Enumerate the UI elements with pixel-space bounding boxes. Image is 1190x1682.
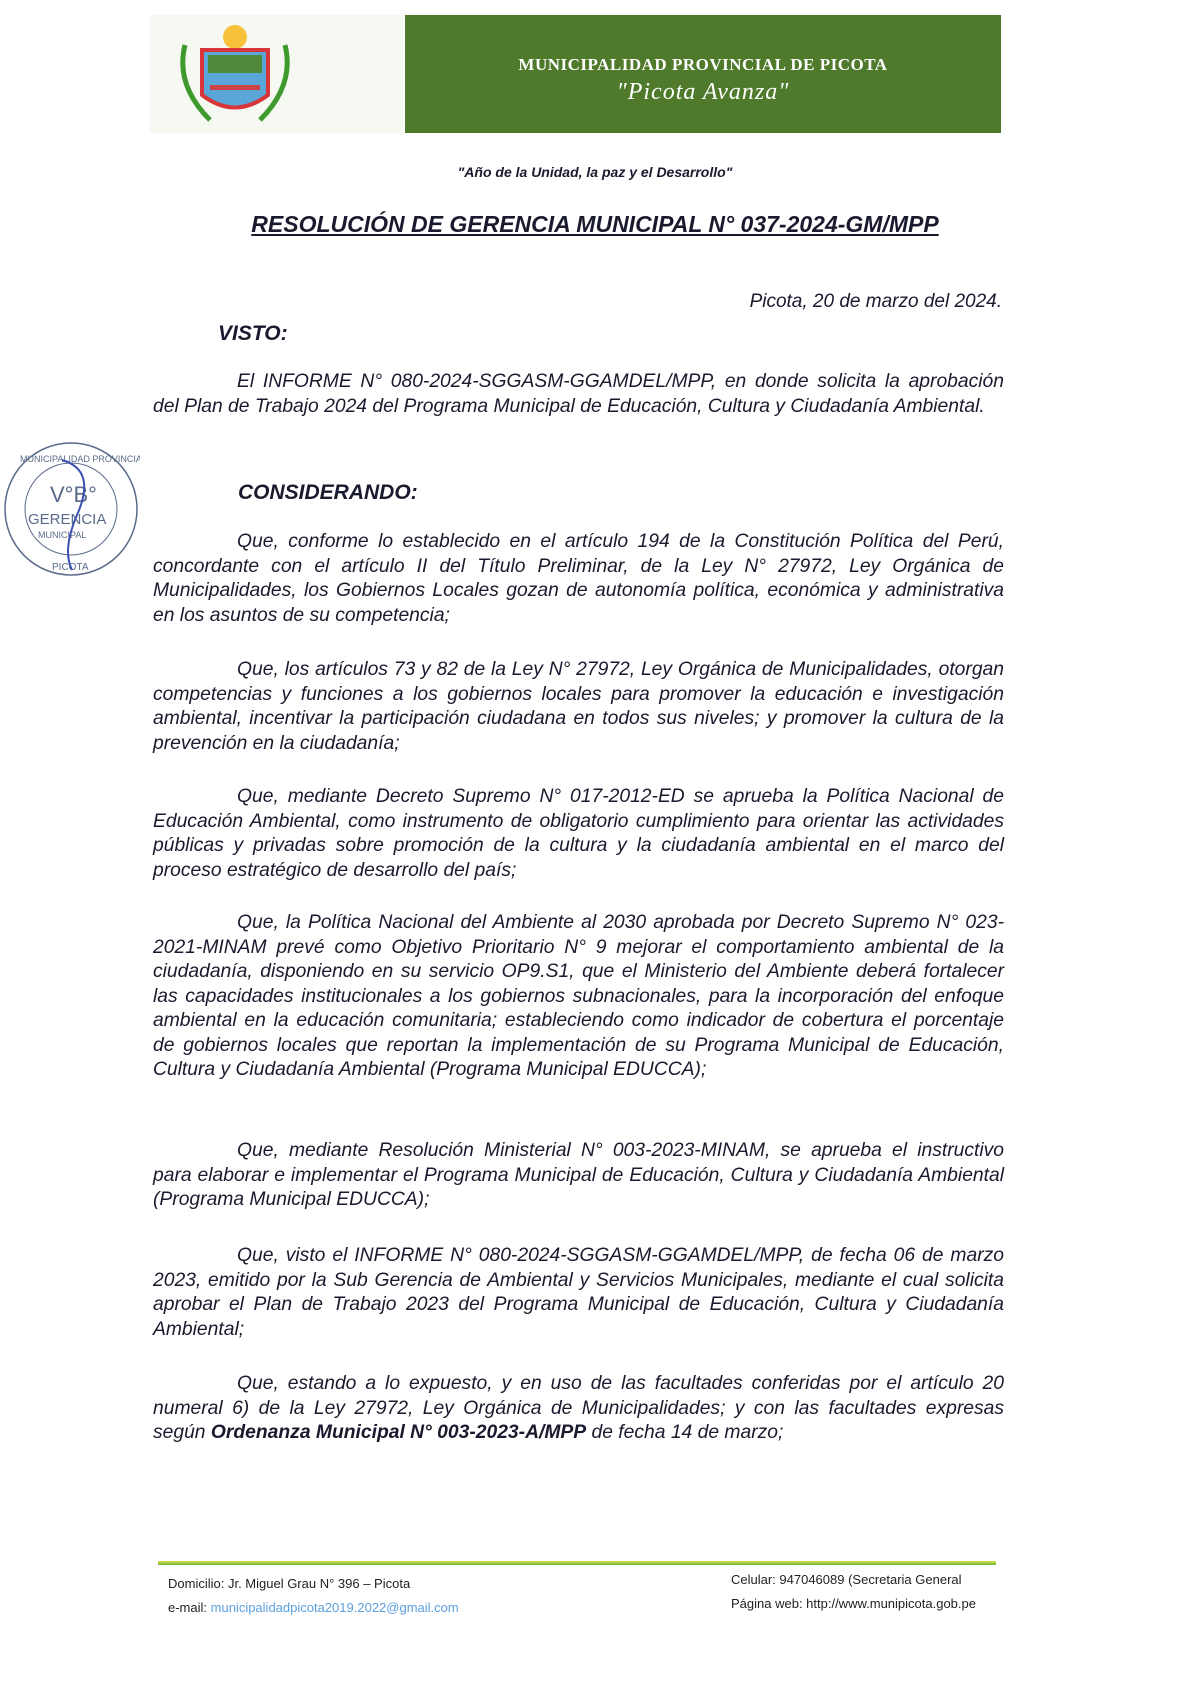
svg-text:PICOTA: PICOTA [52,562,89,573]
year-motto: "Año de la Unidad, la paz y el Desarrollo" [457,164,733,180]
footer-divider [158,1561,996,1565]
document-date: Picota, 20 de marzo del 2024. [749,291,1002,312]
considerando-paragraph: Que, mediante Decreto Supremo N° 017-2012-ED se aprueba la Política Nacional de Educación Ambiental, como instrumento de obligatorio cumplimiento para orientar las actividades públicas y privadas sobre promoción de la cultura y la ciudadanía ambiental en el marco del proceso estratégico de desarrollo del país; [153,786,1004,881]
footer-right [731,1568,976,1616]
svg-text:MUNICIPAL: MUNICIPAL [38,530,87,540]
footer-address: Domicilio: Jr. Miguel Grau N° 396 – Picota [168,1576,411,1591]
footer-web[interactable]: Página web: http://www.munipicota.gob.pe [731,1596,976,1611]
considerando-paragraph: Que, visto el INFORME N° 080-2024-SGGASM-GGAMDEL/MPP, de fecha 06 de marzo 2023, emitido por la Sub Gerencia de Ambiental y Servicios Municipales, mediante el cual solicita aprobar el Plan de Trabajo 2023 del Programa Municipal de Educación, Cultura y Ciudadanía Ambiental; [153,1245,1004,1340]
footer-phone: Celular: 947046089 (Secretaria General [731,1572,962,1587]
approval-stamp [2,440,140,578]
footer-email-label: e-mail: [168,1600,208,1615]
considerando-paragraph: Que, los artículos 73 y 82 de la Ley N° 27972, Ley Orgánica de Municipalidades, otorgan competencias y funciones a los gobiernos locales para promover la educación e investigación ambiental, incentivar la participación ciudadana en todos sus niveles; y promover la cultura de la prevención en la ciudadanía; [153,659,1004,754]
visto-paragraph: El INFORME N° 080-2024-SGGASM-GGAMDEL/MPP, en donde solicita la aprobación del Plan de Trabajo 2024 del Programa Municipal de Educación, Cultura y Ciudadanía Ambiental. [153,371,1004,417]
municipal-coat-of-arms [150,15,403,133]
final-text-before: Que, estando a lo expuesto, y en uso de las facultades conferidas por el artículo 20 numeral 6) de la Ley 27972, Ley Orgánica de Municipalidades; y con las facultades expresas según [153,1373,1004,1443]
header-banner [405,15,1001,133]
considerando-paragraph: Que, la Política Nacional del Ambiente al 2030 aprobada por Decreto Supremo N° 023-2021-MINAM prevé como Objetivo Prioritario N° 9 mejorar el comportamiento ambiental de la ciudadanía, disponiendo en su servicio OP9.S1, que el Ministerio del Ambiente deberá fortalecer las capacidades institucionales a los gobiernos subnacionales, para la incorporación del enfoque ambiental en la educación comunitaria; estableciendo como indicador de cobertura el porcentaje de gobiernos locales que reportan la implementación de su Programa Municipal de Educación, Cultura y Ciudadanía Ambiental (Programa Municipal EDUCCA); [153,912,1004,1080]
considerando-heading: CONSIDERANDO: [238,481,418,504]
organization-name: MUNICIPALIDAD PROVINCIAL DE PICOTA [518,55,888,74]
document-title: RESOLUCIÓN DE GERENCIA MUNICIPAL N° 037-2024-GM/MPP [251,211,939,237]
svg-text:GERENCIA: GERENCIA [28,511,107,528]
svg-text:V°B°: V°B° [50,482,97,507]
final-text-after: de fecha 14 de marzo; [586,1422,784,1443]
ordinance-reference: Ordenanza Municipal N° 003-2023-A/MPP [210,1422,587,1443]
visto-heading: VISTO: [218,322,288,345]
considerando-paragraph-final [153,1372,1004,1446]
footer-email-link[interactable]: municipalidadpicota2019.2022@gmail.com [210,1600,459,1615]
slogan: "Picota Avanza" [616,79,790,105]
considerando-paragraph: Que, conforme lo establecido en el artículo 194 de la Constitución Política del Perú, concordante con el artículo II del Título Preliminar, de la Ley N° 27972, Ley Orgánica de Municipalidades, los Gobiernos Locales gozan de autonomía política, económica y administrativa en los asuntos de su competencia; [153,531,1004,626]
svg-text:MUNICIPALIDAD PROVINCIAL: MUNICIPALIDAD PROVINCIAL [20,454,140,464]
footer-left [168,1572,459,1620]
considerando-paragraph: Que, mediante Resolución Ministerial N° 003-2023-MINAM, se aprueba el instructivo para elaborar e implementar el Programa Municipal de Educación, Cultura y Ciudadanía Ambiental (Programa Municipal EDUCCA); [153,1140,1004,1210]
